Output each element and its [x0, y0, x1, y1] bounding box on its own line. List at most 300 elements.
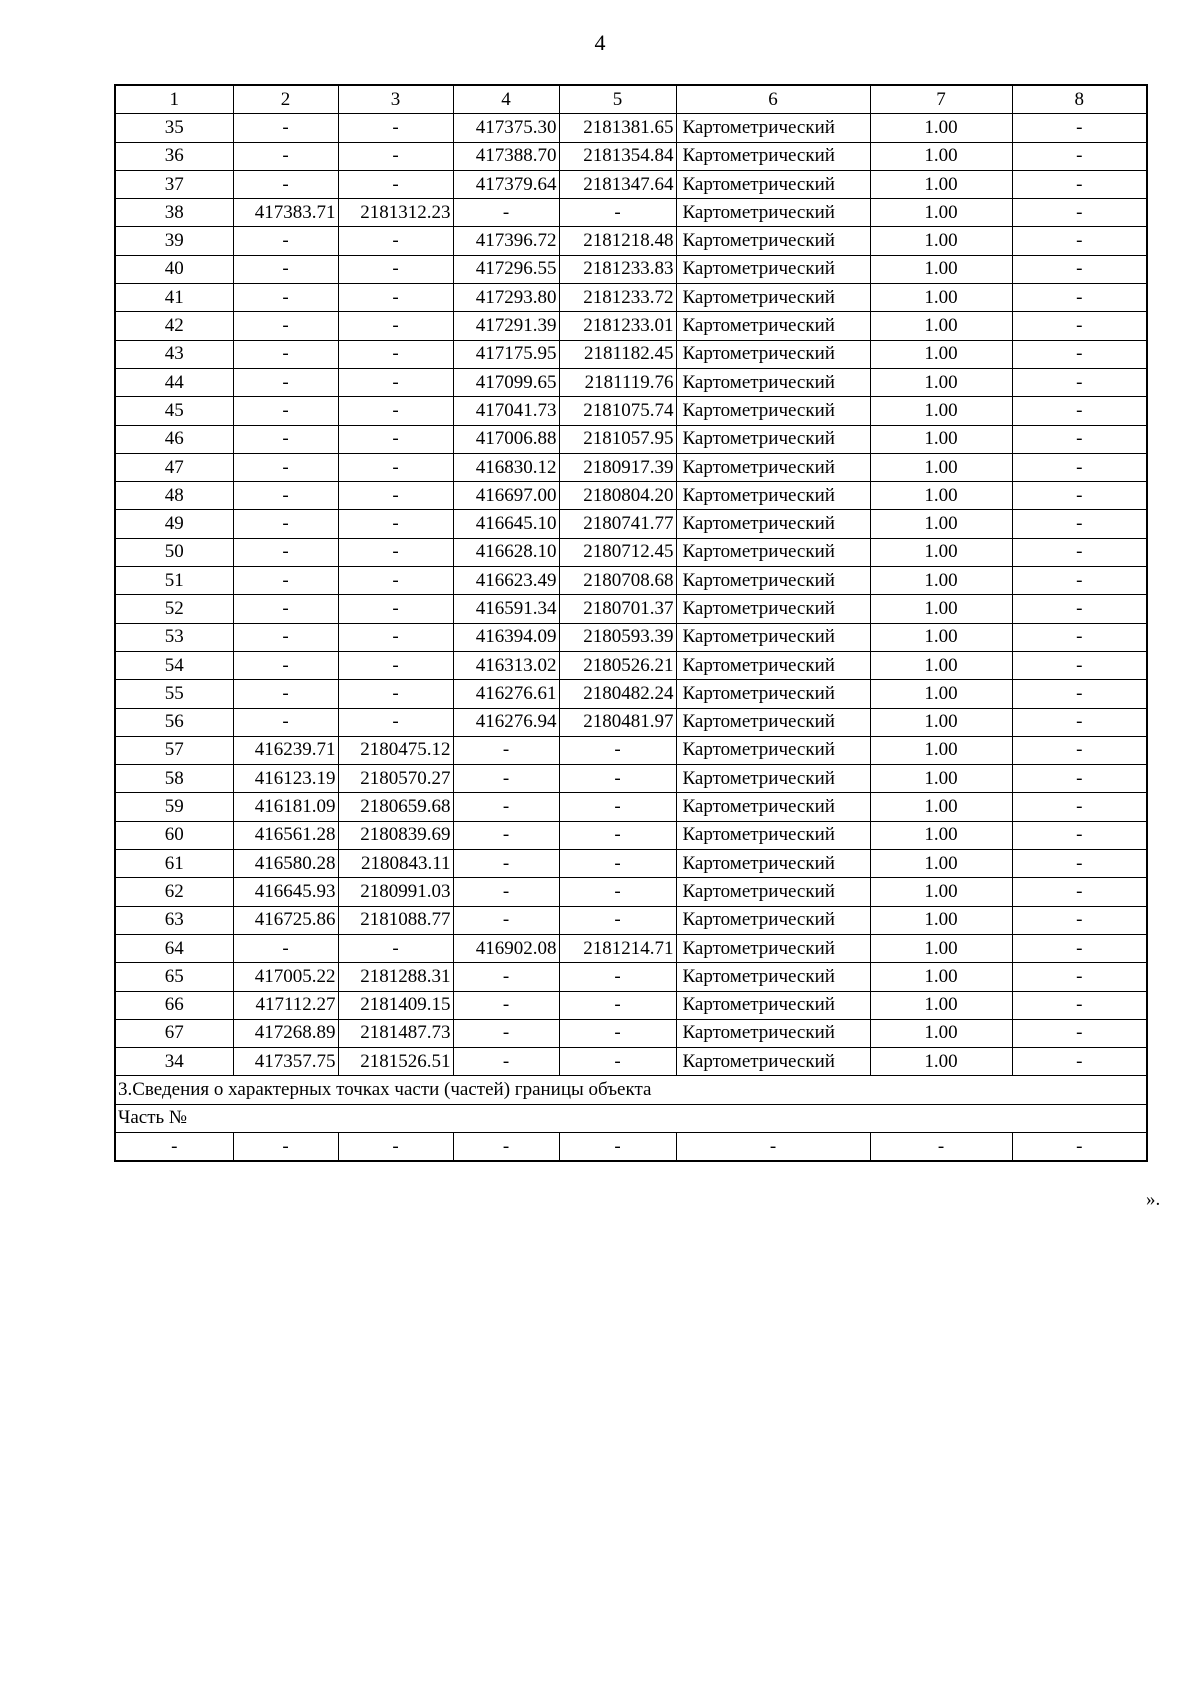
table-cell: - — [1012, 114, 1147, 142]
table-cell: - — [453, 765, 559, 793]
table-row — [115, 906, 1147, 934]
table-cell: 416645.93 — [233, 878, 338, 906]
table-cell: - — [233, 623, 338, 651]
table-cell: 1.00 — [870, 482, 1012, 510]
table-row — [115, 680, 1147, 708]
table-cell: 2181526.51 — [338, 1048, 453, 1076]
table-cell: Картометрический — [676, 312, 870, 340]
table-cell: 1.00 — [870, 114, 1012, 142]
table-cell: - — [233, 170, 338, 198]
table-cell: 2180712.45 — [559, 538, 676, 566]
table-cell: - — [559, 821, 676, 849]
table-cell: - — [338, 397, 453, 425]
table-cell: - — [453, 963, 559, 991]
table-cell: - — [338, 680, 453, 708]
table-row — [115, 340, 1147, 368]
table-cell: - — [1012, 284, 1147, 312]
table-cell: - — [1012, 1132, 1147, 1161]
part-row — [115, 1104, 1147, 1132]
table-cell: - — [233, 340, 338, 368]
table-cell: - — [453, 821, 559, 849]
table-cell: - — [338, 538, 453, 566]
table-row — [115, 850, 1147, 878]
table-cell: 416394.09 — [453, 623, 559, 651]
table-row — [115, 1048, 1147, 1076]
table-header-row — [115, 85, 1147, 114]
table-cell: - — [233, 680, 338, 708]
table-cell: - — [1012, 850, 1147, 878]
table-cell: 1.00 — [870, 736, 1012, 764]
table-cell: 416902.08 — [453, 934, 559, 962]
table-cell: 1.00 — [870, 934, 1012, 962]
table-cell: - — [453, 878, 559, 906]
table-cell: - — [233, 255, 338, 283]
table-cell: 34 — [115, 1048, 233, 1076]
table-cell: - — [338, 284, 453, 312]
section-title: 3.Сведения о характерных точках части (частей) границы объекта — [115, 1076, 1147, 1104]
table-cell: 2181233.72 — [559, 284, 676, 312]
table-cell: - — [453, 1132, 559, 1161]
table-cell: 35 — [115, 114, 233, 142]
table-cell: 63 — [115, 906, 233, 934]
table-cell: 53 — [115, 623, 233, 651]
table-row — [115, 284, 1147, 312]
table-cell: 61 — [115, 850, 233, 878]
table-cell: 1.00 — [870, 340, 1012, 368]
table-cell: 46 — [115, 425, 233, 453]
table-cell: - — [233, 397, 338, 425]
table-cell: 1.00 — [870, 425, 1012, 453]
table-cell: 1.00 — [870, 227, 1012, 255]
table-cell: - — [453, 793, 559, 821]
table-row — [115, 736, 1147, 764]
table-cell: 39 — [115, 227, 233, 255]
table-cell: - — [676, 1132, 870, 1161]
table-cell: - — [1012, 1019, 1147, 1047]
table-cell: - — [1012, 934, 1147, 962]
table-cell: 2180741.77 — [559, 510, 676, 538]
table-cell: Картометрический — [676, 538, 870, 566]
table-row — [115, 170, 1147, 198]
table-cell: 2180481.97 — [559, 708, 676, 736]
table-cell: Картометрический — [676, 340, 870, 368]
table-cell: - — [1012, 1048, 1147, 1076]
table-cell: Картометрический — [676, 623, 870, 651]
table-cell: - — [559, 878, 676, 906]
table-cell: - — [559, 1048, 676, 1076]
boundary-points-table — [114, 84, 1148, 1162]
table-cell: - — [233, 567, 338, 595]
table-cell: 36 — [115, 142, 233, 170]
table-cell: - — [233, 368, 338, 396]
table-cell: - — [1012, 567, 1147, 595]
table-cell: 2180804.20 — [559, 482, 676, 510]
table-cell: - — [1012, 312, 1147, 340]
table-cell: 42 — [115, 312, 233, 340]
table-cell: 51 — [115, 567, 233, 595]
table-cell: 48 — [115, 482, 233, 510]
table-cell: - — [1012, 510, 1147, 538]
table-cell: 64 — [115, 934, 233, 962]
table-cell: Картометрический — [676, 368, 870, 396]
table-cell: - — [1012, 963, 1147, 991]
table-cell: 416591.34 — [453, 595, 559, 623]
table-cell: 60 — [115, 821, 233, 849]
table-cell: 1.00 — [870, 142, 1012, 170]
table-cell: 1.00 — [870, 623, 1012, 651]
table-cell: 417396.72 — [453, 227, 559, 255]
table-cell: 1.00 — [870, 765, 1012, 793]
table-cell: - — [1012, 906, 1147, 934]
table-row — [115, 765, 1147, 793]
table-cell: - — [1012, 255, 1147, 283]
table-cell: 417383.71 — [233, 199, 338, 227]
table-row — [115, 1019, 1147, 1047]
table-cell: - — [338, 595, 453, 623]
table-cell: 416181.09 — [233, 793, 338, 821]
table-cell: - — [1012, 821, 1147, 849]
table-cell: - — [1012, 142, 1147, 170]
table-cell: - — [559, 736, 676, 764]
table-row — [115, 142, 1147, 170]
table-cell: 2180659.68 — [338, 793, 453, 821]
table-row — [115, 397, 1147, 425]
table-cell: - — [233, 1132, 338, 1161]
table-cell: - — [559, 1019, 676, 1047]
table-cell: - — [338, 340, 453, 368]
table-cell: 1.00 — [870, 453, 1012, 481]
table-cell: Картометрический — [676, 906, 870, 934]
table-cell: - — [338, 934, 453, 962]
table-cell: 2181312.23 — [338, 199, 453, 227]
table-cell: 416276.94 — [453, 708, 559, 736]
table-cell: Картометрический — [676, 567, 870, 595]
table-cell: 56 — [115, 708, 233, 736]
table-cell: 417112.27 — [233, 991, 338, 1019]
table-cell: 2181214.71 — [559, 934, 676, 962]
table-cell: 1.00 — [870, 1019, 1012, 1047]
table-cell: - — [870, 1132, 1012, 1161]
table-cell: - — [559, 963, 676, 991]
table-cell: Картометрический — [676, 170, 870, 198]
table-cell: 1.00 — [870, 878, 1012, 906]
table-cell: 2180843.11 — [338, 850, 453, 878]
table-cell: - — [1012, 991, 1147, 1019]
table-cell: Картометрический — [676, 651, 870, 679]
table-cell: 2180482.24 — [559, 680, 676, 708]
table-cell: 2180917.39 — [559, 453, 676, 481]
table-cell: - — [559, 991, 676, 1019]
table-cell: Картометрический — [676, 482, 870, 510]
table-cell: 417388.70 — [453, 142, 559, 170]
table-cell: Картометрический — [676, 708, 870, 736]
table-cell: 1.00 — [870, 906, 1012, 934]
table-row — [115, 963, 1147, 991]
table-cell: 67 — [115, 1019, 233, 1047]
table-cell: - — [338, 453, 453, 481]
table-cell: - — [559, 793, 676, 821]
table-cell: - — [233, 934, 338, 962]
table-cell: 2181218.48 — [559, 227, 676, 255]
table-cell: Картометрический — [676, 114, 870, 142]
table-row — [115, 934, 1147, 962]
table-cell: - — [1012, 765, 1147, 793]
table-cell: 1.00 — [870, 255, 1012, 283]
table-cell: 2180701.37 — [559, 595, 676, 623]
table-cell: 45 — [115, 397, 233, 425]
table-cell: 40 — [115, 255, 233, 283]
table-cell: 2181381.65 — [559, 114, 676, 142]
table-cell: 416561.28 — [233, 821, 338, 849]
table-cell: 2181182.45 — [559, 340, 676, 368]
table-cell: - — [338, 425, 453, 453]
table-cell: - — [1012, 793, 1147, 821]
table-row — [115, 878, 1147, 906]
table-cell: - — [453, 1019, 559, 1047]
table-row — [115, 793, 1147, 821]
table-cell: 2180593.39 — [559, 623, 676, 651]
table-cell: 1.00 — [870, 170, 1012, 198]
table-cell: 417005.22 — [233, 963, 338, 991]
table-cell: 1.00 — [870, 397, 1012, 425]
table-row — [115, 255, 1147, 283]
table-row — [115, 623, 1147, 651]
table-cell: - — [338, 114, 453, 142]
table-cell: 2181119.76 — [559, 368, 676, 396]
table-cell: 41 — [115, 284, 233, 312]
table-cell: - — [1012, 736, 1147, 764]
table-cell: 2180526.21 — [559, 651, 676, 679]
column-header-4: 4 — [453, 85, 559, 114]
table-cell: 2180570.27 — [338, 765, 453, 793]
table-cell: 2181233.83 — [559, 255, 676, 283]
table-cell: 50 — [115, 538, 233, 566]
table-cell: 417099.65 — [453, 368, 559, 396]
table-cell: 38 — [115, 199, 233, 227]
table-cell: 1.00 — [870, 368, 1012, 396]
table-cell: 416276.61 — [453, 680, 559, 708]
table-cell: 66 — [115, 991, 233, 1019]
column-header-3: 3 — [338, 85, 453, 114]
table-cell: 1.00 — [870, 850, 1012, 878]
table-cell: 1.00 — [870, 651, 1012, 679]
table-cell: 62 — [115, 878, 233, 906]
table-cell: - — [1012, 595, 1147, 623]
table-cell: 57 — [115, 736, 233, 764]
table-cell: 1.00 — [870, 821, 1012, 849]
table-row — [115, 199, 1147, 227]
table-cell: 417041.73 — [453, 397, 559, 425]
table-cell: 417291.39 — [453, 312, 559, 340]
table-cell: Картометрический — [676, 284, 870, 312]
table-cell: - — [1012, 538, 1147, 566]
table-cell: - — [1012, 199, 1147, 227]
empty-row — [115, 1132, 1147, 1161]
table-cell: - — [233, 284, 338, 312]
table-cell: Картометрический — [676, 453, 870, 481]
table-cell: 2181487.73 — [338, 1019, 453, 1047]
table-cell: 1.00 — [870, 680, 1012, 708]
table-cell: - — [1012, 368, 1147, 396]
table-cell: - — [1012, 680, 1147, 708]
table-cell: 2181288.31 — [338, 963, 453, 991]
table-cell: Картометрический — [676, 255, 870, 283]
table-cell: Картометрический — [676, 510, 870, 538]
table-cell: 416645.10 — [453, 510, 559, 538]
table-cell: - — [1012, 340, 1147, 368]
table-cell: 2180991.03 — [338, 878, 453, 906]
table-cell: Картометрический — [676, 425, 870, 453]
table-cell: Картометрический — [676, 850, 870, 878]
table-cell: Картометрический — [676, 821, 870, 849]
table-cell: - — [1012, 425, 1147, 453]
column-header-2: 2 — [233, 85, 338, 114]
table-cell: - — [233, 595, 338, 623]
table-cell: 1.00 — [870, 963, 1012, 991]
column-header-7: 7 — [870, 85, 1012, 114]
table-cell: - — [338, 227, 453, 255]
table-cell: - — [338, 651, 453, 679]
table-cell: 2181233.01 — [559, 312, 676, 340]
table-cell: 1.00 — [870, 567, 1012, 595]
table-cell: - — [233, 227, 338, 255]
table-cell: - — [338, 255, 453, 283]
table-cell: 417375.30 — [453, 114, 559, 142]
table-cell: 1.00 — [870, 595, 1012, 623]
table-row — [115, 425, 1147, 453]
table-cell: - — [233, 510, 338, 538]
table-cell: Картометрический — [676, 991, 870, 1019]
table-cell: 416580.28 — [233, 850, 338, 878]
table-row — [115, 453, 1147, 481]
table-cell: 47 — [115, 453, 233, 481]
table-cell: 416313.02 — [453, 651, 559, 679]
table-cell: - — [1012, 708, 1147, 736]
table-cell: 2180708.68 — [559, 567, 676, 595]
table-cell: Картометрический — [676, 934, 870, 962]
table-row — [115, 567, 1147, 595]
table-cell: 1.00 — [870, 793, 1012, 821]
table-row — [115, 821, 1147, 849]
column-header-6: 6 — [676, 85, 870, 114]
table-cell: 59 — [115, 793, 233, 821]
table-row — [115, 538, 1147, 566]
table-cell: Картометрический — [676, 963, 870, 991]
column-header-1: 1 — [115, 85, 233, 114]
table-cell: - — [1012, 453, 1147, 481]
table-cell: - — [453, 199, 559, 227]
table-cell: 417293.80 — [453, 284, 559, 312]
table-cell: - — [233, 708, 338, 736]
table-row — [115, 312, 1147, 340]
table-cell: 52 — [115, 595, 233, 623]
table-cell: - — [559, 765, 676, 793]
table-cell: 417268.89 — [233, 1019, 338, 1047]
table-row — [115, 227, 1147, 255]
table-row — [115, 114, 1147, 142]
table-cell: 58 — [115, 765, 233, 793]
table-cell: 416697.00 — [453, 482, 559, 510]
table-cell: 417357.75 — [233, 1048, 338, 1076]
table-cell: - — [233, 538, 338, 566]
table-cell: 2181409.15 — [338, 991, 453, 1019]
table-cell: 416123.19 — [233, 765, 338, 793]
table-cell: Картометрический — [676, 397, 870, 425]
column-header-8: 8 — [1012, 85, 1147, 114]
table-cell: 44 — [115, 368, 233, 396]
table-cell: Картометрический — [676, 1048, 870, 1076]
table-cell: Картометрический — [676, 199, 870, 227]
table-cell: - — [233, 142, 338, 170]
table-cell: Картометрический — [676, 736, 870, 764]
table-cell: - — [338, 142, 453, 170]
table-cell: - — [338, 1132, 453, 1161]
table-cell: - — [233, 312, 338, 340]
table-cell: 54 — [115, 651, 233, 679]
table-cell: - — [233, 453, 338, 481]
table-cell: - — [453, 736, 559, 764]
table-cell: 1.00 — [870, 991, 1012, 1019]
table-cell: - — [1012, 651, 1147, 679]
table-cell: 417175.95 — [453, 340, 559, 368]
table-row — [115, 991, 1147, 1019]
table-cell: 1.00 — [870, 510, 1012, 538]
table-cell: - — [233, 651, 338, 679]
table-cell: 1.00 — [870, 284, 1012, 312]
table-cell: 43 — [115, 340, 233, 368]
column-header-5: 5 — [559, 85, 676, 114]
part-label: Часть № — [115, 1104, 1147, 1132]
table-cell: - — [453, 1048, 559, 1076]
table-cell: 2180475.12 — [338, 736, 453, 764]
table-cell: - — [338, 708, 453, 736]
table-cell: 1.00 — [870, 312, 1012, 340]
table-cell: Картометрический — [676, 878, 870, 906]
table-cell: 2181354.84 — [559, 142, 676, 170]
table-cell: 416725.86 — [233, 906, 338, 934]
page-number: 4 — [594, 30, 606, 55]
table-cell: 2181347.64 — [559, 170, 676, 198]
table-cell: - — [338, 368, 453, 396]
table-cell: - — [115, 1132, 233, 1161]
table-cell: - — [453, 850, 559, 878]
table-cell: - — [1012, 623, 1147, 651]
table-cell: Картометрический — [676, 595, 870, 623]
table-cell: - — [1012, 878, 1147, 906]
table-row — [115, 510, 1147, 538]
table-cell: 417006.88 — [453, 425, 559, 453]
table-cell: - — [453, 906, 559, 934]
table-cell: 55 — [115, 680, 233, 708]
table-cell: - — [338, 312, 453, 340]
table-cell: - — [559, 906, 676, 934]
table-cell: 416830.12 — [453, 453, 559, 481]
table-cell: - — [559, 1132, 676, 1161]
table-cell: 37 — [115, 170, 233, 198]
table-cell: - — [1012, 227, 1147, 255]
table-cell: - — [338, 623, 453, 651]
table-cell: - — [338, 567, 453, 595]
table-cell: - — [338, 510, 453, 538]
table-cell: Картометрический — [676, 142, 870, 170]
table-cell: 416628.10 — [453, 538, 559, 566]
table-cell: - — [453, 991, 559, 1019]
table-cell: 2181075.74 — [559, 397, 676, 425]
table-cell: - — [1012, 170, 1147, 198]
table-cell: - — [338, 170, 453, 198]
table-cell: 417379.64 — [453, 170, 559, 198]
table-cell: Картометрический — [676, 227, 870, 255]
